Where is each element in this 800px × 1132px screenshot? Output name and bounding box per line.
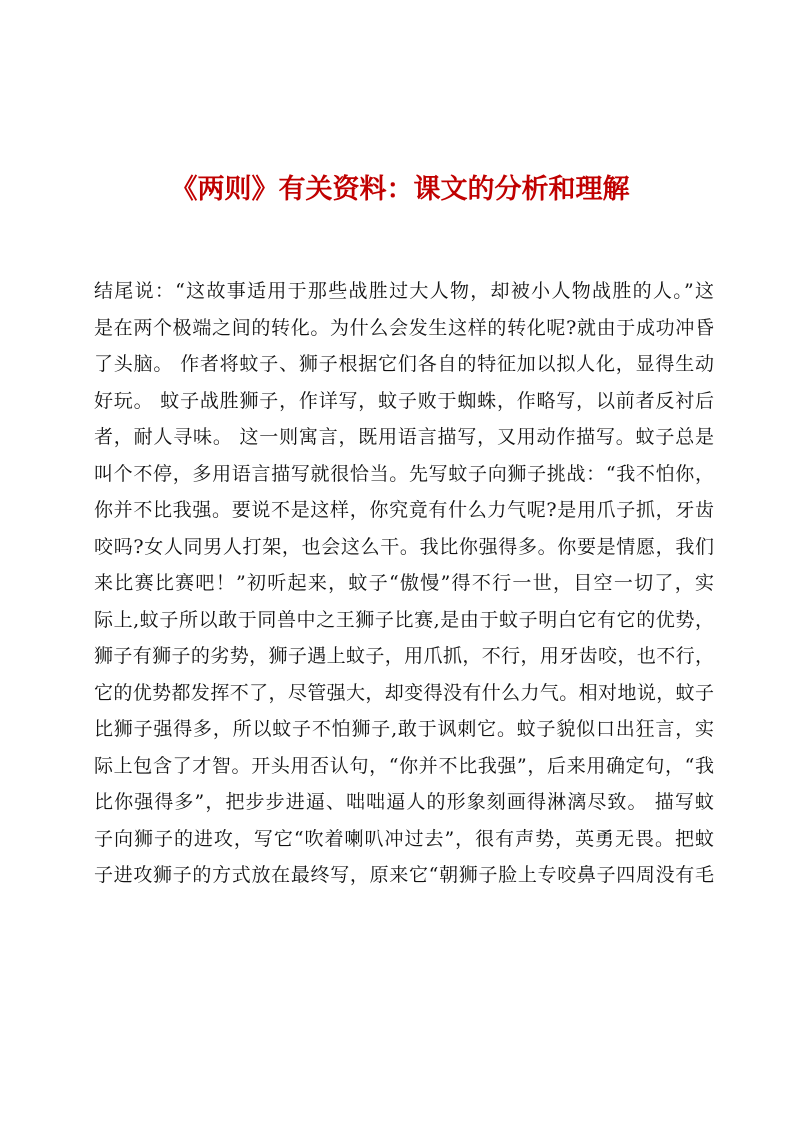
text-line: 结尾说：“这故事适用于那些战胜过大人物，却被小人物战胜的人。”这 <box>94 280 714 302</box>
text-line: 好玩。 蚊子战胜狮子，作详写，蚊子败于蜘蛛，作略写，以前者反衬后 <box>94 389 714 412</box>
text-line: 来比赛比赛吧！”初听起来，蚊子“傲慢”得不行一世，目空一切了，实 <box>94 572 714 594</box>
text-line: 者，耐人寻味。 这一则寓言，既用语言描写，又用动作描写。蚊子总是 <box>94 426 714 448</box>
body-text <box>94 273 714 894</box>
text-line: 比你强得多”，把步步进逼、咄咄逼人的形象刻画得淋漓尽致。 描写蚊 <box>94 791 714 813</box>
text-line: 是在两个极端之间的转化。为什么会发生这样的转化呢?就由于成功冲昏 <box>94 316 714 339</box>
text-line: 咬吗?女人同男人打架，也会这么干。我比你强得多。你要是情愿，我们 <box>94 535 714 558</box>
text-line: 子进攻狮子的方式放在最终写，原来它“朝狮子脸上专咬鼻子四周没有毛 <box>94 864 714 886</box>
text-line: 你并不比我强。要说不是这样，你究竟有什么力气呢?是用爪子抓，牙齿 <box>94 499 714 521</box>
text-line: 子向狮子的进攻，写它“吹着喇叭冲过去”，很有声势，英勇无畏。把蚊 <box>94 827 714 850</box>
text-line: 它的优势都发挥不了，尽管强大，却变得没有什么力气。相对地说，蚊子 <box>94 681 714 704</box>
text-line: 际上包含了才智。开头用否认句，“你并不比我强”，后来用确定句，“我 <box>94 754 714 777</box>
text-line: 叫个不停，多用语言描写就很恰当。先写蚊子向狮子挑战：“我不怕你， <box>94 462 714 485</box>
text-line: 狮子有狮子的劣势，狮子遇上蚊子，用爪抓，不行，用牙齿咬，也不行， <box>94 645 714 667</box>
text-line: 了头脑。 作者将蚊子、狮子根据它们各自的特征加以拟人化，显得生动 <box>94 353 714 375</box>
page-title: 《两则》有关资料：课文的分析和理解 <box>170 174 630 205</box>
text-line: 比狮子强得多，所以蚊子不怕狮子,敢于讽刺它。蚊子貌似口出狂言，实 <box>94 718 714 740</box>
text-line: 际上,蚊子所以敢于同兽中之王狮子比赛,是由于蚊子明白它有它的优势， <box>94 608 714 631</box>
